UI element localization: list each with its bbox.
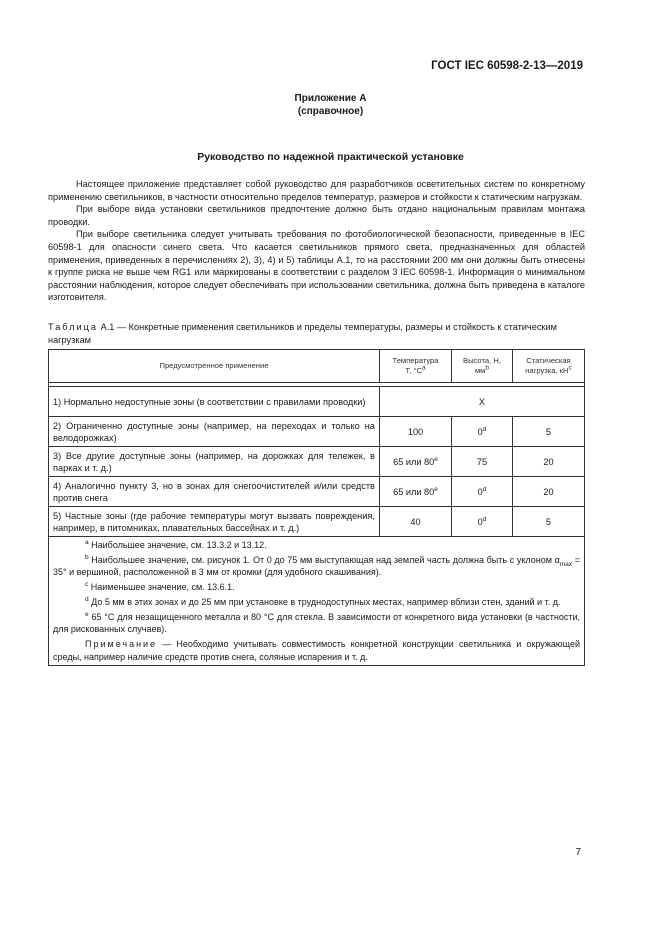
header-application: Предусмотренное применение (49, 350, 380, 383)
table-notes (49, 537, 585, 666)
application-cell: 5) Частные зоны (где рабочие температуры могут вызвать повреждения, например, в питомниках, плавательных бассейнах и т. д.) (49, 507, 380, 537)
value-cell: X (379, 387, 584, 417)
height-cell: 75 (452, 447, 513, 477)
header-static-load-label: Статическая (526, 356, 571, 365)
footnote-b: $^b$ Наибольшее значение, см. рисунок 1. От 0 до 75 мм выступающая над землей часть должна быть с уклоном $\alpha_{max} = 35^\circ$ и вершиной, расположенной в 3 мм от кромки (для удобного скашивания). (53, 553, 581, 578)
height-cell: 0$^d$ (452, 477, 513, 507)
table-row (49, 447, 585, 477)
static-load-cell: 5 (512, 507, 584, 537)
footnote-ref: d (482, 425, 487, 433)
note-label: Примечание (85, 639, 158, 650)
document-standard-header: ГОСТ IEC 60598-2-13—2019 (431, 60, 583, 72)
temperature-cell: 100 (379, 417, 451, 447)
temperature-cell: 65 или 80e (379, 447, 451, 477)
footnote-a: $^a$ Наибольшее значение, см. 13.3.2 и 13.12. (85, 539, 267, 550)
table-header-row (49, 350, 585, 383)
appendix-title: Приложение А (294, 93, 367, 104)
static-load-cell: 5 (512, 417, 584, 447)
applications-table (48, 349, 585, 666)
body-text (48, 178, 585, 304)
application-cell: 1) Нормально недоступные зоны (в соответствии с правилами проводки) (49, 387, 380, 417)
footnote-ref: d (482, 515, 487, 523)
header-static-load-unit: нагрузка, кН (525, 366, 569, 375)
section-title: Руководство по надежной практической установке (197, 151, 464, 163)
paragraph: При выборе светильника следует учитывать требования по фотобиологической безопасности, приведенные в IEC 60598-1 для опасности синего света. Что касается светильников прямого света, предназначенных для областей применения, приведенных в перечислениях 2), 3), 4) и 5) таблицы А.1, то на расстоянии 200 мм они должны быть отнесены к группе риска не выше чем RG1 или маркированы в соответствии с разделом 3 IEC 60598-1. Информация о минимальном расстоянии наблюдения, которое следует обеспечивать при использовании светильника, должна быть приведена в каталоге изготовителя. (48, 229, 585, 303)
header-height-unit: мм (474, 366, 486, 375)
height-cell: 0$^d$ (452, 417, 513, 447)
header-temperature-label: Температура (392, 356, 439, 365)
header-static-load (512, 350, 584, 383)
application-cell: 2) Ограниченно доступные зоны (например, на переходах и только на велодорожках) (49, 417, 380, 447)
table-row (49, 387, 585, 417)
table-caption (48, 321, 585, 346)
application-cell: 4) Аналогично пункту 3, но в зонах для снегоочистителей и/или средств против снега (49, 477, 380, 507)
paragraph: Настоящее приложение представляет собой руководство для разработчиков осветительных систем по конкретному применению светильников, в частности относительно пределов температур, размеров и стойкости к статическим нагрузкам. (48, 179, 585, 202)
appendix-heading (0, 92, 661, 118)
header-height-label: Высота, H, (463, 356, 501, 365)
footnote-ref: a (421, 364, 426, 372)
footnote-e: $^e$ 65 °С для незащищенного металла и 80 °С для стекла. В зависимости от конкретного вида установки (в частности, для рискованных случаев). (53, 611, 580, 635)
application-cell: 3) Все другие доступные зоны (например, на дорожках для тележек, в парках и т. д.) (49, 447, 380, 477)
header-temperature-unit: Т, °С (405, 366, 422, 375)
footnote-d: $^d$ До 5 мм в этих зонах и до 25 мм при установке в труднодоступных местах, например вблизи стен, зданий и т. д. (85, 596, 561, 608)
footnote-ref: d (482, 485, 487, 493)
footnote-ref: e (434, 455, 438, 463)
table-caption-label: Таблица (48, 322, 99, 332)
table-row (49, 507, 585, 537)
static-load-cell: 20 (512, 477, 584, 507)
height-cell: 0$^d$ (452, 507, 513, 537)
table-notes-row (49, 537, 585, 666)
temperature-cell: 65 или 80e (379, 477, 451, 507)
static-load-cell: 20 (512, 447, 584, 477)
temperature-cell: 40 (379, 507, 451, 537)
paragraph: При выборе вида установки светильников предпочтение должно быть отдано национальным правилам монтажа проводки. (48, 204, 585, 227)
header-height (452, 350, 513, 383)
table-row (49, 417, 585, 447)
header-temperature (379, 350, 451, 383)
footnote-ref: e (434, 485, 438, 493)
page-number: 7 (575, 847, 581, 858)
footnote-ref: c (568, 364, 572, 372)
footnote-c: $^c$ Наименьшее значение, см. 13.6.1. (85, 581, 235, 593)
note-text: — Необходимо учитывать совместимость конкретной конструкции светильника и окружающей среды, например наличие средств против снега, соляные испарения и т. д. (53, 639, 580, 662)
footnote-ref: b (485, 364, 490, 372)
table-note (53, 638, 580, 663)
appendix-subtitle: (справочное) (297, 106, 364, 117)
table-row (49, 477, 585, 507)
table-caption-text: А.1 — Конкретные применения светильников и пределы температуры, размеры и стойкость к статическим нагрузкам (48, 322, 557, 345)
